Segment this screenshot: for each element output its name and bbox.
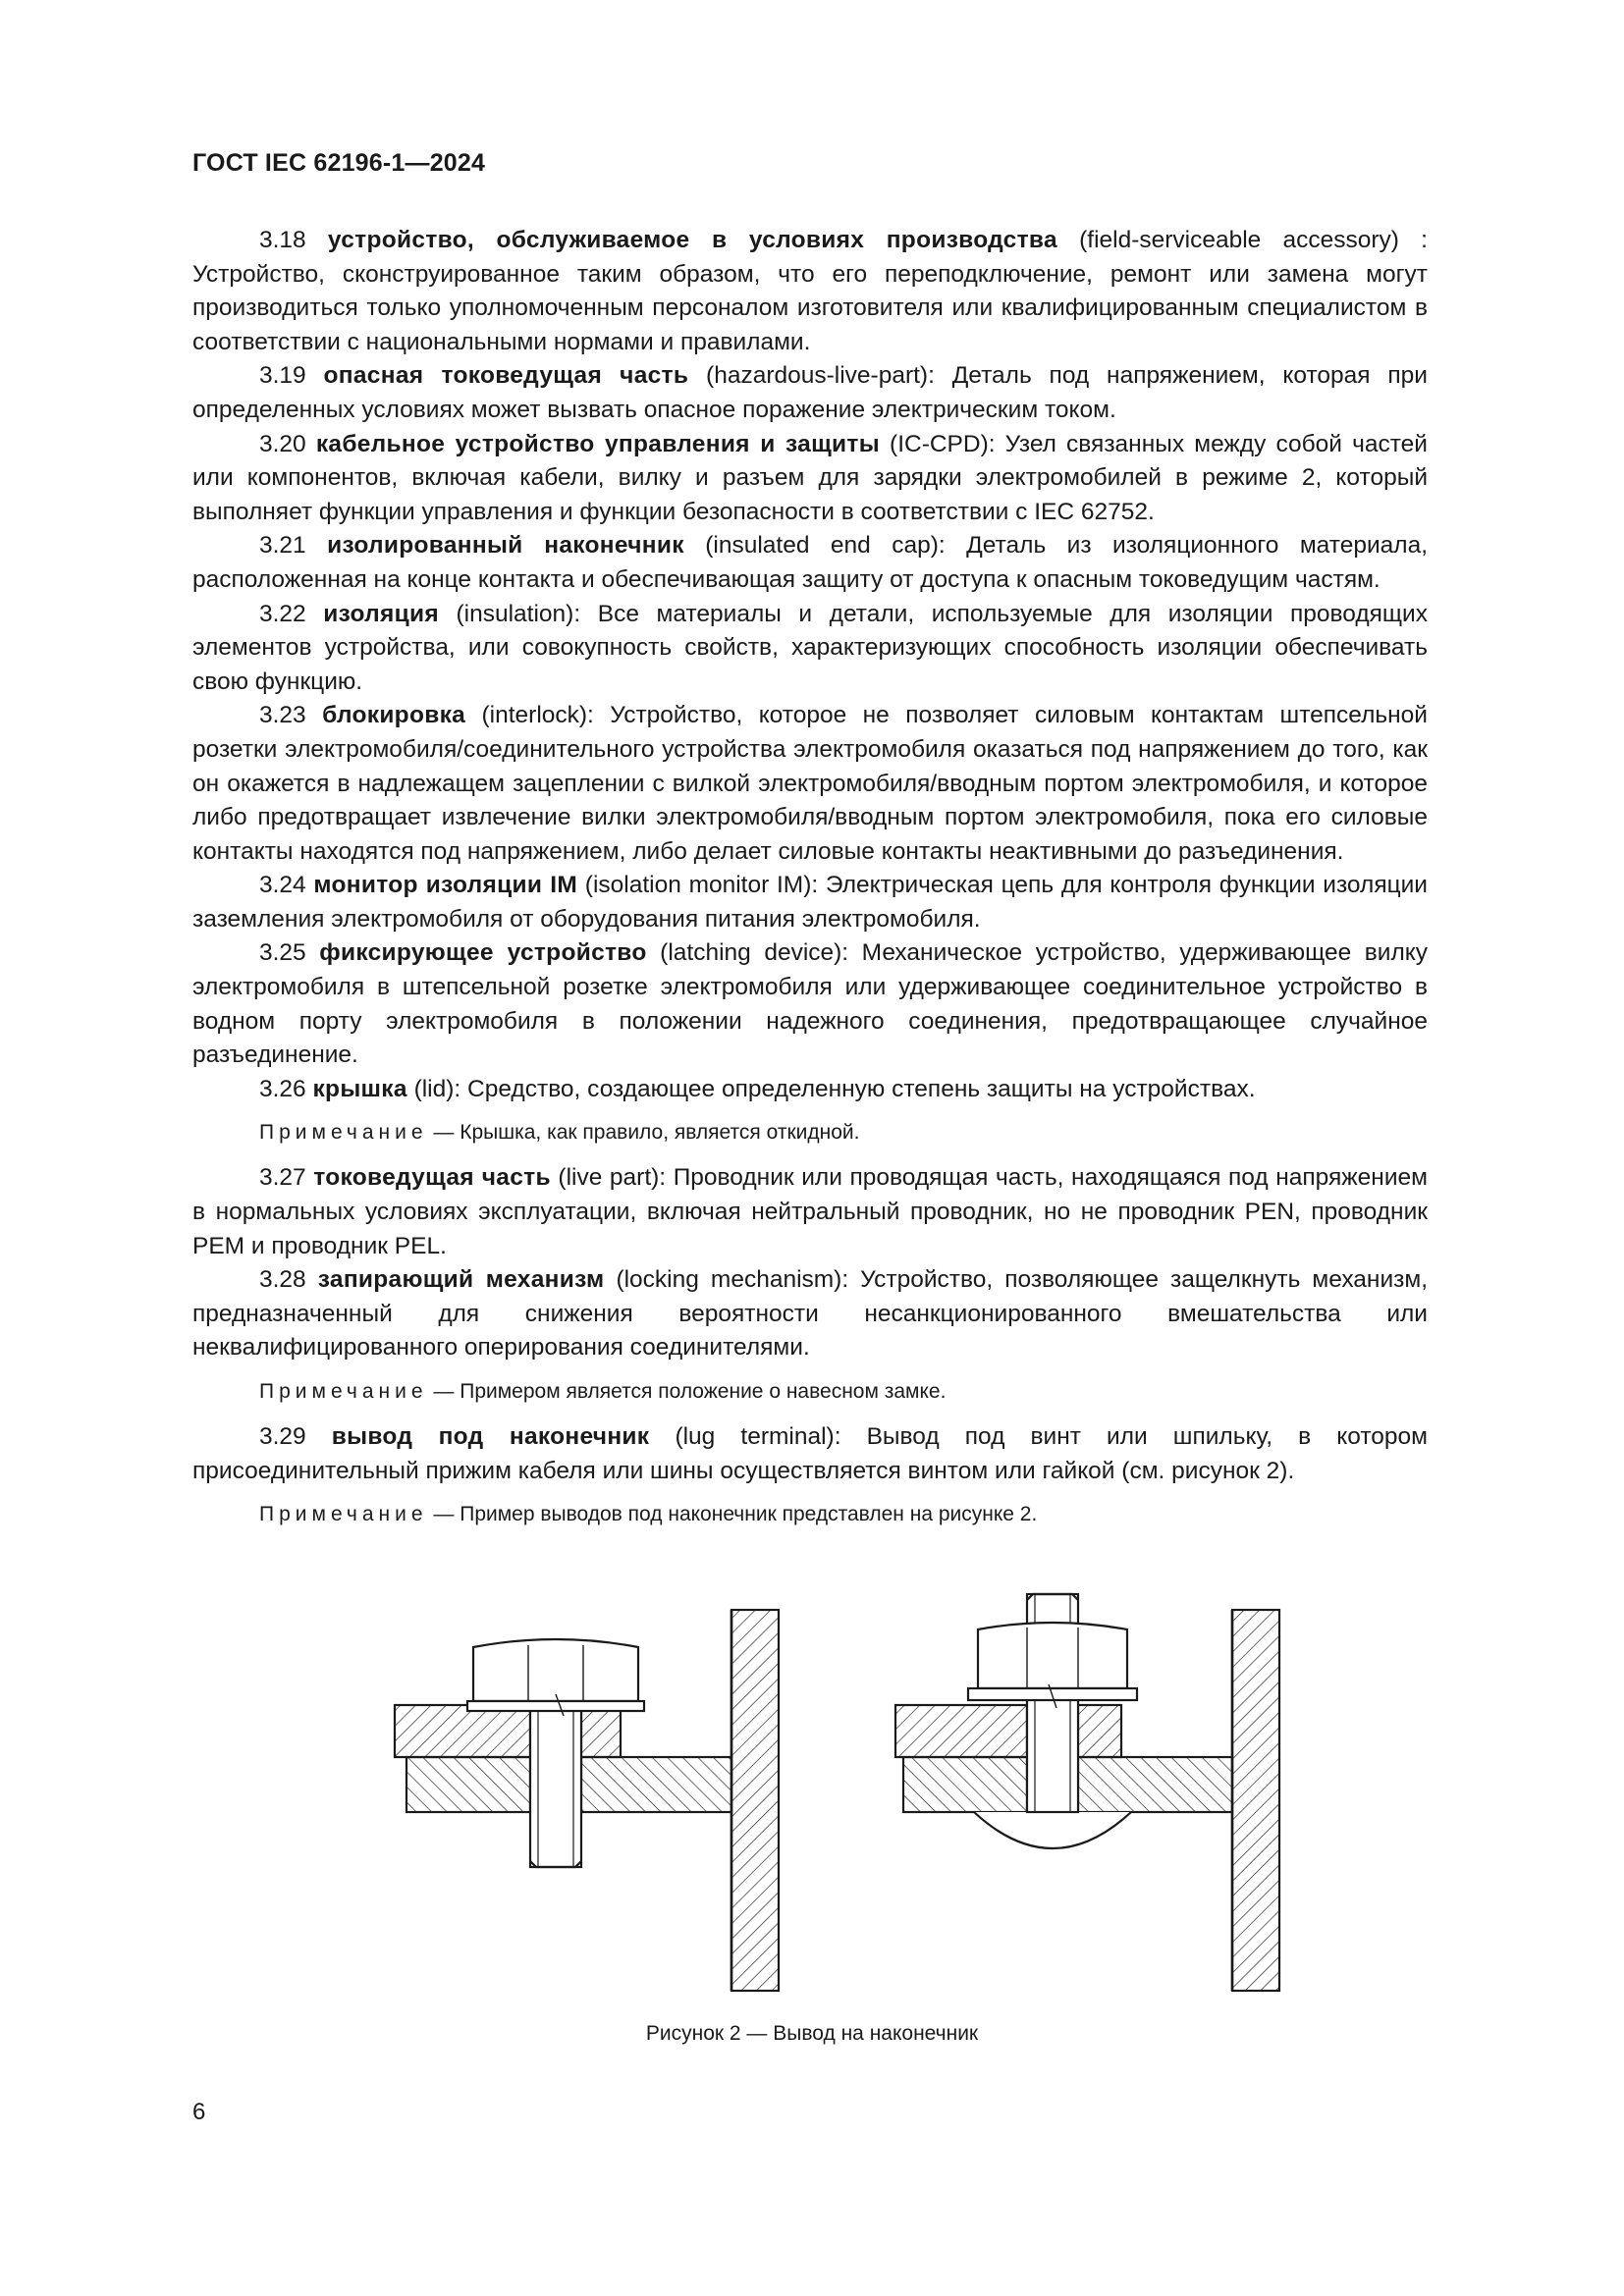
term-definition: (latching device): Механическое устройство, удерживающее вилку электромобиля в штепсельной розетке электромобиля или удерживающее соединительное устройство в водном порту электромобиля в положении надежного соединения, предотвращающее случайное разъединение. xyxy=(192,939,1429,1069)
term-number: 3.27 xyxy=(259,1164,306,1192)
term-number: 3.20 xyxy=(259,430,306,457)
note-text: — Крышка, как правило, является откидной. xyxy=(427,1121,860,1145)
term-title: изоляция xyxy=(323,600,439,627)
cable-lug-right xyxy=(895,1705,1121,1757)
wall-left xyxy=(731,1610,779,1991)
term-title: опасная токоведущая часть xyxy=(323,362,689,390)
term-3-22 xyxy=(192,598,1428,700)
term-title: крышка xyxy=(312,1075,407,1102)
term-number: 3.21 xyxy=(259,532,306,560)
term-definition: (lug terminal): Вывод под винт или шпильку, в котором присоединительный прижим кабеля или шины осуществляется винтом или гайкой (см. рисунок 2). xyxy=(192,1423,1428,1484)
note-label: Примечание xyxy=(259,1503,428,1526)
term-definition: (live part): Проводник или проводящая часть, находящаяся под напряжением в нормальных условиях эксплуатации, включая нейтральный проводник, но не проводник PEN, проводник PEM и проводник PEL. xyxy=(192,1164,1428,1259)
term-number: 3.19 xyxy=(259,362,306,390)
term-3-29 xyxy=(192,1420,1428,1488)
term-number: 3.28 xyxy=(259,1266,306,1294)
note-label: Примечание xyxy=(259,1121,428,1145)
term-definition: (insulated end cap): Деталь из изоляционного материала, расположенная на конце контакта и обеспечивающая защиту от доступа к опасным токоведущим частям. xyxy=(192,532,1428,593)
term-3-19 xyxy=(192,359,1428,427)
term-3-23 xyxy=(192,699,1428,869)
term-3-25 xyxy=(192,936,1428,1072)
note-lug xyxy=(192,1500,1428,1529)
term-definition: (insulation): Все материалы и детали, используемые для изоляции проводящих элементов устройства, или совокупность свойств, характеризующих способность изоляции обеспечивать свою функцию. xyxy=(192,600,1428,695)
term-title: устройство, обслуживаемое в условиях производства xyxy=(327,227,1057,253)
term-number: 3.29 xyxy=(259,1423,306,1450)
stud-terminal-drawing xyxy=(895,1594,1279,1991)
term-title: блокировка xyxy=(322,702,466,729)
page-number: 6 xyxy=(192,2099,206,2125)
term-title: запирающий механизм xyxy=(317,1266,605,1294)
document-header: ГОСТ IEC 62196-1—2024 xyxy=(192,149,486,177)
term-number: 3.25 xyxy=(259,939,306,967)
note-label: Примечание xyxy=(259,1380,428,1403)
term-number: 3.26 xyxy=(259,1075,306,1102)
note-text: — Пример выводов под наконечник представлен на рисунке 2. xyxy=(427,1503,1038,1526)
term-title: кабельное устройство управления и защиты xyxy=(315,430,880,457)
term-title: токоведущая часть xyxy=(313,1164,551,1192)
document-body xyxy=(192,224,1428,1543)
figure-caption: Рисунок 2 — Вывод на наконечник xyxy=(645,2022,979,2045)
term-3-27 xyxy=(192,1161,1428,1263)
term-number: 3.23 xyxy=(259,702,306,729)
term-3-26 xyxy=(192,1073,1428,1107)
term-number: 3.18 xyxy=(259,227,306,253)
term-title: вывод под наконечник xyxy=(331,1423,650,1450)
term-3-21 xyxy=(192,529,1428,597)
screw-head xyxy=(473,1639,638,1701)
term-title: изолированный наконечник xyxy=(327,532,684,560)
term-number: 3.24 xyxy=(259,872,306,899)
term-3-28 xyxy=(192,1263,1428,1365)
term-definition: (lid): Средство, создающее определенную степень защиты на устройствах. xyxy=(406,1075,1256,1102)
stud-base-dome xyxy=(974,1812,1131,1848)
term-definition: (hazardous-live-part): Деталь под напряжением, которая при определенных условиях может вызвать опасное поражение электрическим током. xyxy=(192,362,1428,423)
lug-terminal-figure xyxy=(393,1590,1316,2002)
term-3-24 xyxy=(192,869,1428,936)
screw-terminal-drawing xyxy=(395,1610,779,1991)
term-definition: (interlock): Устройство, которое не позволяет силовым контактам штепсельной розетки электромобиля/соединительного устройства электромобиля оказаться под напряжением до того, как он окажется в надлежащем зацеплении с вилкой электромобиля/вводным портом электромобиля, и которое либо предотвращает извлечение вилки электромобиля/вводным портом электромобиля, пока его силовые контакты находятся под напряжением, либо делает силовые контакты неактивными до разъединения. xyxy=(192,702,1428,865)
note-text: — Примером является положение о навесном замке. xyxy=(427,1380,947,1403)
nut xyxy=(978,1623,1127,1688)
term-title: фиксирующее устройство xyxy=(319,939,647,967)
note-locking xyxy=(192,1377,1428,1407)
term-definition: (IC-CPD): Узел связанных между собой частей или компонентов, включая кабели, вилку и разъем для зарядки электромобилей в режиме 2, который выполняет функции управления и функции безопасности в соответствии с IEC 62752. xyxy=(192,430,1428,525)
washer-left xyxy=(467,1701,644,1711)
term-number: 3.22 xyxy=(259,600,306,627)
term-3-18 xyxy=(192,224,1428,359)
cable-lug-left xyxy=(395,1705,621,1757)
term-3-20 xyxy=(192,428,1428,530)
note-lid xyxy=(192,1118,1428,1148)
wall-right xyxy=(1232,1610,1279,1991)
term-title: монитор изоляции IM xyxy=(313,872,578,899)
term-definition: (locking mechanism): Устройство, позволяющее защелкнуть механизм, предназначенный для снижения вероятности несанкционированного вмешательства или неквалифицированного оперирования соединителями. xyxy=(192,1266,1429,1362)
term-definition: (field-serviceable accessory) : Устройство, сконструированное таким образом, что его переподключение, ремонт или замена могут производиться только уполномоченным персоналом изготовителя или квалифицированным специалистом в соответствии с национальными нормами и правилами. xyxy=(192,227,1428,355)
term-definition: (isolation monitor IM): Электрическая цепь для контроля функции изоляции заземления электромобиля от оборудования питания электромобиля. xyxy=(192,872,1428,933)
